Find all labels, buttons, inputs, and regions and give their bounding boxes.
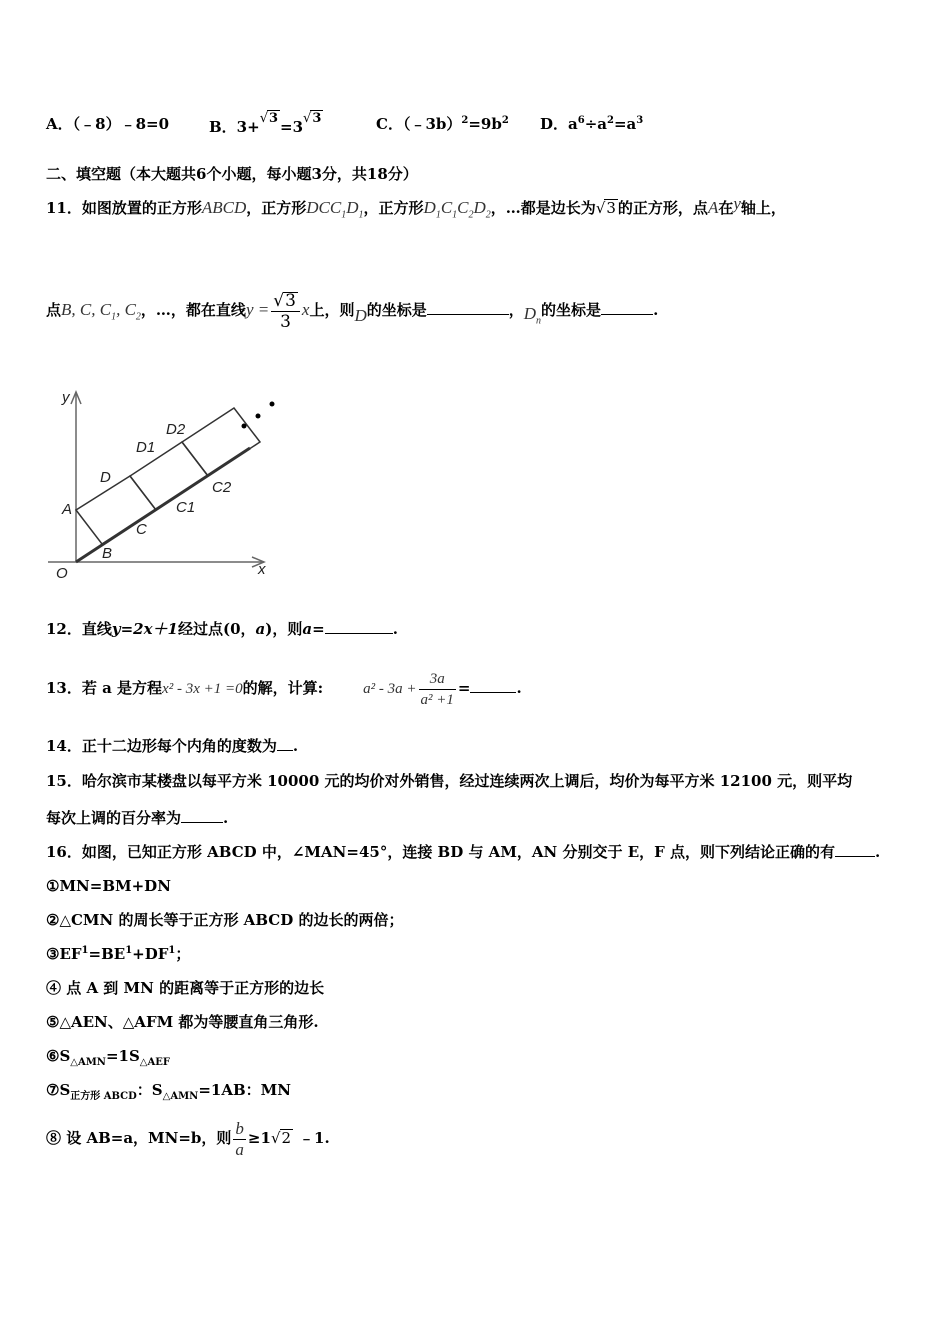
answer-blank[interactable]: [181, 808, 223, 823]
option-b: B．$3+^{√3} =3^{√3}$: [209, 111, 322, 136]
q12: 12．直线y=2x＋1经过点(0，a)，则a= .: [46, 620, 398, 638]
ellipsis-dot: [256, 414, 261, 419]
label-d1: D1: [136, 439, 156, 456]
q16-statement-5: ⑤△AEN、△AFM 都为等腰直角三角形.: [46, 1013, 319, 1031]
q16-statement-4: ④ 点 A 到 MN 的距离等于正方形的边长: [46, 979, 325, 997]
label-o: O: [56, 565, 68, 582]
label-y: y: [62, 389, 70, 406]
q16-statement-6: $⑥S_{\triangle AMN}=1S_{\triangle AEF}$: [46, 1047, 170, 1068]
q16-statement-2: ②△CMN 的周长等于正方形 ABCD 的边长的两倍；: [46, 911, 404, 929]
q16-statement-7: $⑦S_{正方形 ABCD}$：$S_{\triangle AMN}=1AB$：MN: [46, 1081, 291, 1102]
label-x: x: [258, 561, 266, 578]
answer-blank[interactable]: [470, 678, 516, 693]
q14: 14．正十二边形每个内角的度数为 .: [46, 737, 299, 755]
label-a: A: [62, 501, 73, 518]
q16-statement-8: ⑧ 设 AB=a，MN=b，则 $\frac{b}{a}$ ≥1√2 ﹣1.: [46, 1118, 330, 1159]
option-d: D．$a^6\div a^2=a^3$: [540, 115, 644, 133]
answer-blank-dn[interactable]: [601, 300, 653, 315]
q16-stem: 16．如图，已知正方形 ABCD 中，∠MAN=45°，连接 BD 与 AM，AN 分别交于 E，F 点，则下列结论正确的有 .: [46, 843, 881, 861]
q15-line1: 15．哈尔滨市某楼盘以每平方米 10000 元的均价对外销售，经过连续两次上调后，均价为每平方米 12100 元，则平均: [46, 772, 853, 790]
squares-figure: [40, 386, 280, 586]
label-d2: D2: [166, 421, 186, 438]
b-over-a-fraction: $\frac{b}{a}$: [235, 1118, 244, 1159]
q16-statement-3: $③EF^1=BE^1+DF^1$；: [46, 945, 191, 963]
label-c: C: [136, 521, 147, 538]
option-a: A．（﹣8）﹣8=0: [46, 115, 170, 133]
option-c: C．$(﹣3b)^2=9b^2$: [376, 115, 509, 133]
answer-blank[interactable]: [325, 619, 393, 634]
label-c2: C2: [212, 479, 232, 496]
answer-blank-d[interactable]: [427, 300, 509, 315]
label-b: B: [102, 545, 113, 562]
line-slope-fraction: $\frac{√3}{3}$: [271, 291, 300, 332]
ellipsis-dot: [242, 424, 247, 429]
section-heading: 二、填空题（本大题共6个小题，每小题3分，共18分）: [46, 165, 418, 183]
q16-statement-1: ①MN=BM+DN: [46, 877, 171, 895]
answer-blank[interactable]: [835, 842, 875, 857]
q13-fraction: $\frac{3a}{\text{a² +1}}$: [420, 670, 454, 708]
answer-blank[interactable]: [277, 736, 293, 751]
label-d: D: [100, 469, 111, 486]
q11-line1: 11．如图放置的正方形ABCD，正方形$DCC_1D_1$，正方形$D_1C_1C_2D_2$，…都是边长为√3 的正方形，点A在y轴上，: [46, 194, 786, 221]
q11-line2: 点B, C, $C_1$, $C_2$，…，都在直线y = $\frac{√3}{3}$ x上，则D的坐标是 ，$D_n$的坐标是 .: [46, 290, 659, 332]
ellipsis-dot: [270, 402, 275, 407]
q13: 13．若 a 是方程x² - 3x +1 =0的解，计算: a² - 3a + $\frac{3a}{\text{a² +1}}$ = .: [46, 670, 522, 708]
q15-line2: 每次上调的百分率为 .: [46, 809, 229, 827]
label-c1: C1: [176, 499, 196, 516]
